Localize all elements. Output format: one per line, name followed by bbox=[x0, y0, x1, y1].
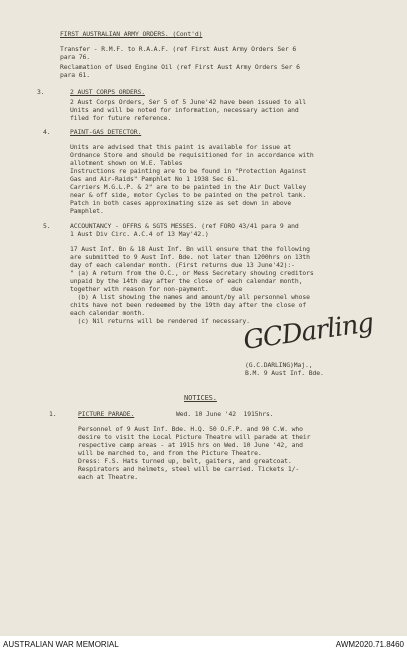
item-text-line: 17 Aust Inf. Bn & 18 Aust Inf. Bn will ensure that the following bbox=[70, 245, 310, 253]
item-reclamation-line-1: Reclamation of Used Engine Oil (ref First Aust Army Orders Ser 6 bbox=[60, 63, 300, 71]
item-heading: ACCOUNTANCY - OFFRS & SGTS MESSES. (ref FORO 43/41 para 9 and bbox=[70, 222, 299, 230]
item-heading: PAINT-GAS DETECTOR. bbox=[70, 128, 142, 136]
section-heading: FIRST AUSTRALIAN ARMY ORDERS. (Cont'd) bbox=[60, 30, 203, 38]
item-text-line: Units are advised that this paint is available for issue at bbox=[70, 143, 292, 151]
item-text-line: Carriers M.G.L.P. & 2" are to be painted in the Air Duct Valley bbox=[70, 183, 307, 191]
item-text-line: together with reason for non-payment. due bbox=[70, 285, 243, 293]
item-number: 4. bbox=[43, 128, 51, 136]
footer-institution: AUSTRALIAN WAR MEMORIAL bbox=[3, 640, 119, 649]
item-number: 5. bbox=[43, 222, 51, 230]
notices-heading: NOTICES. bbox=[184, 394, 217, 402]
notice-text-line: respective camp areas - at 1915 hrs on Wed. 10 June '42, and bbox=[78, 441, 303, 449]
notice-text-line: will be marched to, and from the Picture Theatre. bbox=[78, 449, 262, 457]
item-text-line: (c) Nil returns will be rendered if necessary. bbox=[70, 317, 250, 325]
item-text-line: Pamphlet. bbox=[70, 207, 104, 215]
notice-text-line: each at Theatre. bbox=[78, 473, 138, 481]
item-transfer-line-2: para 76. bbox=[60, 53, 90, 61]
notice-text-line: Personnel of 9 Aust Inf. Bde. H.Q. 50 O.F.P. and 90 C.W. who bbox=[78, 425, 303, 433]
item-text-line: Ordnance Store and should be requisitioned for in accordance with bbox=[70, 151, 314, 159]
item-text-line: chits have not been redeemed by the 19th day after the close of bbox=[70, 301, 307, 309]
item-text-line: day of each calendar month. (First returns due 13 June'42):- bbox=[70, 261, 295, 269]
item-text-line: Instructions re painting are to be found in "Protection Against bbox=[70, 167, 307, 175]
item-text-line: " (a) A return from the O.C., or Mess Secretary showing creditors bbox=[70, 269, 314, 277]
item-text-line: (b) A list showing the names and amount/by all personnel whose bbox=[70, 293, 310, 301]
item-heading-ref: 1 Aust Div Circ. A.C.4 of 13 May'42.) bbox=[70, 230, 209, 238]
item-text-line: allotment shown on W.E. Tables bbox=[70, 159, 183, 167]
item-reclamation-line-2: para 61. bbox=[60, 71, 90, 79]
item-text-line: unpaid by the 14th day after the close of each calendar month, bbox=[70, 277, 303, 285]
signatory-name: (G.C.DARLING)Maj., bbox=[245, 361, 313, 369]
notice-text-line: Dress: F.S. Hats turned up, belt, gaiters, and greatcoat. bbox=[78, 457, 292, 465]
item-transfer-line-1: Transfer - R.M.F. to R.A.A.F. (ref First Aust Army Orders Ser 6 bbox=[60, 45, 297, 53]
item-text-line: Gas and Air-Raids" Pamphlet No 1 1938 Sec 61. bbox=[70, 175, 239, 183]
notice-date: Wed. 10 June '42 1915hrs. bbox=[176, 410, 274, 418]
item-text-line: 2 Aust Corps Orders, Ser 5 of 5 June'42 have been issued to all bbox=[70, 98, 307, 106]
item-text-line: filed for future reference. bbox=[70, 114, 172, 122]
notice-text-line: desire to visit the Local Picture Theatre will parade at their bbox=[78, 433, 311, 441]
notice-heading: PICTURE PARADE. bbox=[78, 410, 135, 418]
item-text-line: Patch in both cases approximating size as set down in above bbox=[70, 199, 292, 207]
handwritten-signature: GCDarling bbox=[241, 308, 375, 356]
item-text-line: are submitted to 9 Aust Inf. Bde. not later than 1200hrs on 13th bbox=[70, 253, 310, 261]
item-text-line: Units and will be noted for information, necessary action and bbox=[70, 106, 299, 114]
footer-accession-number: AWM2020.71.8460 bbox=[335, 640, 404, 649]
item-text-line: near & off side, motor Cycles to be painted on the petrol tank. bbox=[70, 191, 307, 199]
archive-footer bbox=[0, 636, 407, 653]
notice-number: 1. bbox=[49, 410, 57, 418]
item-text-line: each calendar month. bbox=[70, 309, 145, 317]
notice-text-line: Respirators and helmets, steel will be carried. Tickets 1/- bbox=[78, 465, 300, 473]
signatory-title: B.M. 9 Aust Inf. Bde. bbox=[245, 369, 324, 377]
item-heading: 2 AUST CORPS ORDERS. bbox=[70, 88, 145, 96]
item-number: 3. bbox=[37, 88, 45, 96]
